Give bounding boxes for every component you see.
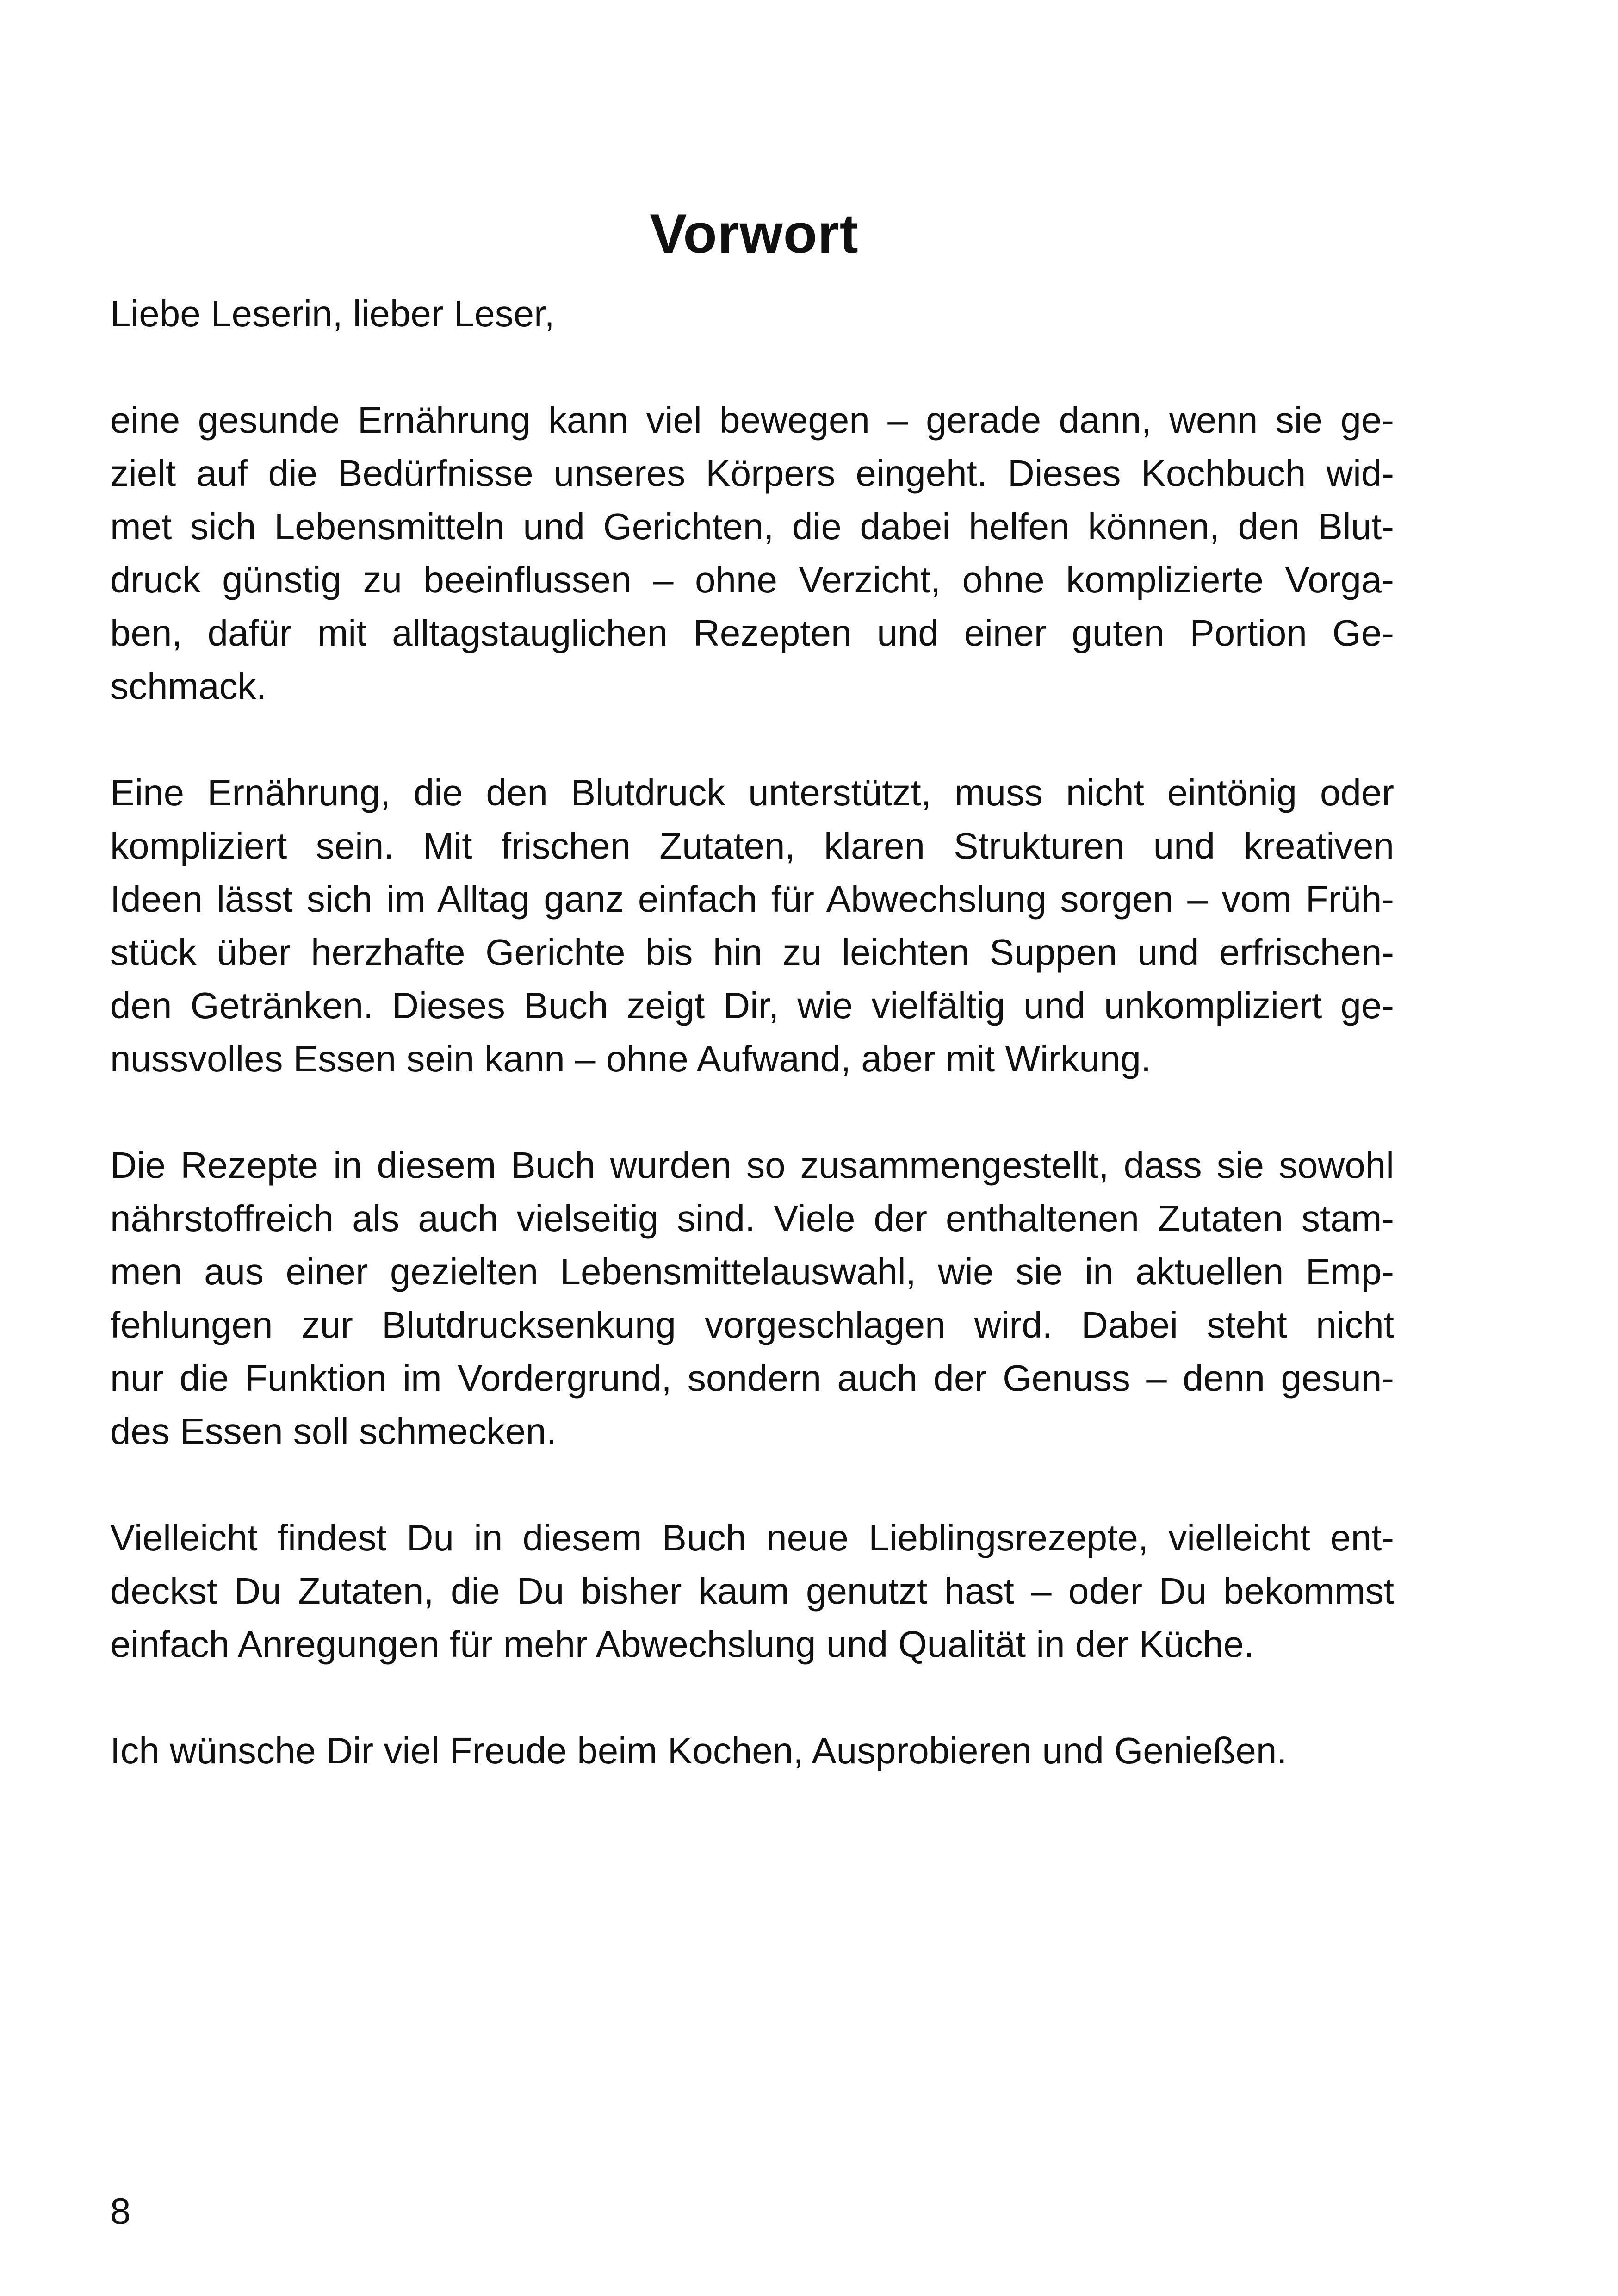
foreword-text xyxy=(110,287,1394,1777)
paragraph-spacer xyxy=(110,713,1394,766)
text-line: nährstoffreich als auch vielseitig sind. Viele der enthaltenen Zutaten stam- xyxy=(110,1198,1394,1239)
text-line: des Essen soll schmecken. xyxy=(110,1411,557,1452)
text-line: Ich wünsche Dir viel Freude beim Kochen, Ausprobieren und Genießen. xyxy=(110,1730,1287,1771)
body-paragraph xyxy=(110,1511,1394,1671)
body-paragraph xyxy=(110,766,1394,1085)
paragraph-spacer xyxy=(110,1671,1394,1724)
text-line: kompliziert sein. Mit frischen Zutaten, klaren Strukturen und kreativen xyxy=(110,825,1394,866)
body-paragraph xyxy=(110,1139,1394,1458)
text-line: Ideen lässt sich im Alltag ganz einfach für Abwechslung sorgen – vom Früh- xyxy=(110,878,1394,920)
text-line: stück über herzhafte Gerichte bis hin zu leichten Suppen und erfrischen- xyxy=(110,932,1394,973)
text-line: met sich Lebensmitteln und Gerichten, die dabei helfen können, den Blut- xyxy=(110,506,1394,547)
page-number: 8 xyxy=(110,2190,131,2232)
text-line: deckst Du Zutaten, die Du bisher kaum genutzt hast – oder Du bekommst xyxy=(110,1570,1394,1612)
text-line: schmack. xyxy=(110,666,267,707)
text-line: Die Rezepte in diesem Buch wurden so zusammengestellt, dass sie sowohl xyxy=(110,1145,1394,1186)
paragraph-spacer xyxy=(110,1458,1394,1511)
page-title: Vorwort xyxy=(650,203,859,265)
text-line: zielt auf die Bedürfnisse unseres Körpers eingeht. Dieses Kochbuch wid- xyxy=(110,453,1394,494)
text-line: Liebe Leserin, lieber Leser, xyxy=(110,293,555,334)
salutation-paragraph xyxy=(110,287,1394,340)
text-line: Eine Ernährung, die den Blutdruck unterstützt, muss nicht eintönig oder xyxy=(110,772,1394,813)
text-line: Vielleicht findest Du in diesem Buch neue Lieblingsrezepte, vielleicht ent- xyxy=(110,1517,1394,1558)
text-line: druck günstig zu beeinflussen – ohne Verzicht, ohne komplizierte Vorga- xyxy=(110,559,1394,600)
text-line: eine gesunde Ernährung kann viel bewegen – gerade dann, wenn sie ge- xyxy=(110,399,1394,441)
text-line: nur die Funktion im Vordergrund, sondern auch der Genuss – denn gesun- xyxy=(110,1357,1394,1399)
text-line: men aus einer gezielten Lebensmittelauswahl, wie sie in aktuellen Emp- xyxy=(110,1251,1394,1292)
text-line: einfach Anregungen für mehr Abwechslung und Qualität in der Küche. xyxy=(110,1624,1254,1665)
body-paragraph xyxy=(110,393,1394,713)
text-line: ben, dafür mit alltagstauglichen Rezepten und einer guten Portion Ge- xyxy=(110,612,1394,653)
paragraph-spacer xyxy=(110,340,1394,393)
closing-paragraph xyxy=(110,1724,1394,1777)
paragraph-spacer xyxy=(110,1085,1394,1139)
text-line: nussvolles Essen sein kann – ohne Aufwand, aber mit Wirkung. xyxy=(110,1038,1152,1079)
text-line: fehlungen zur Blutdrucksenkung vorgeschlagen wird. Dabei steht nicht xyxy=(110,1304,1394,1345)
text-line: den Getränken. Dieses Buch zeigt Dir, wie vielfältig und unkompliziert ge- xyxy=(110,985,1394,1026)
